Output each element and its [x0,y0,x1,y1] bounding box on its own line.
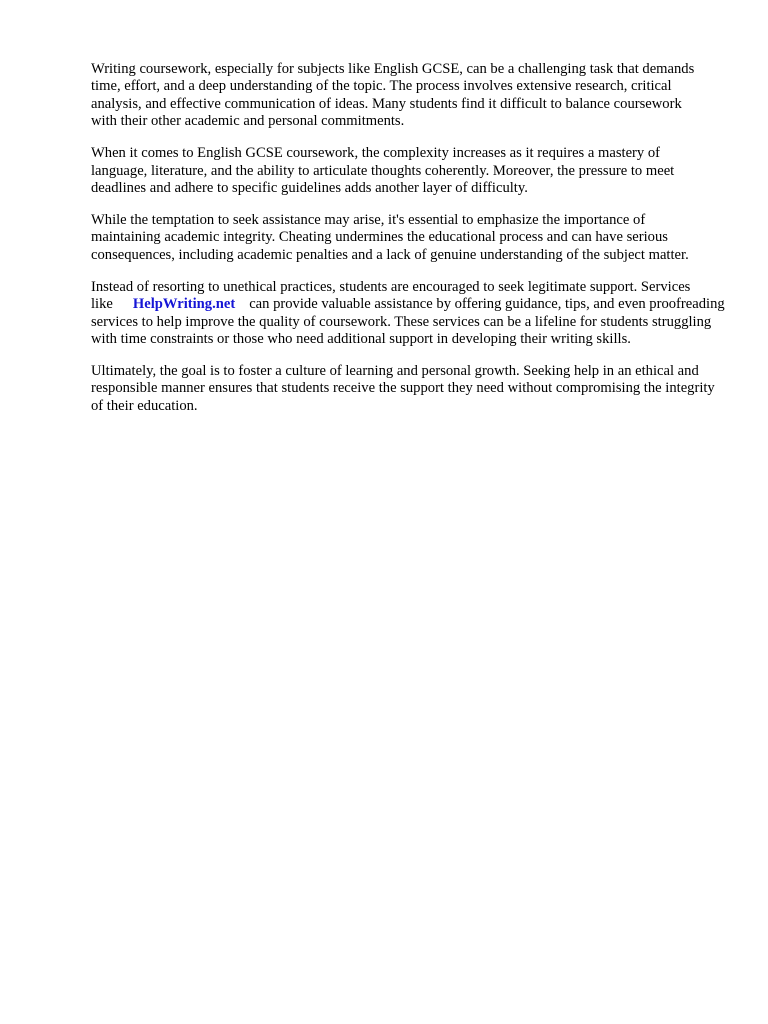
paragraph-conclusion: Ultimately, the goal is to foster a culture of learning and personal growth. Seeking help in an ethical and responsible manner ensures that students receive the support they need without compromising the integrity of their education. [91,363,715,414]
paragraph-text-before-link: Instead of resorting to unethical practices, students are encouraged to seek legitimate support. Services like [91,278,691,313]
paragraph-english-gcse-complexity: When it comes to English GCSE coursework, the complexity increases as it requires a mastery of language, literature, and the ability to articulate thoughts coherently. Moreover, the pressure to meet deadlines and adhere to specific guidelines adds another layer of difficulty. [91,145,675,197]
paragraph-legitimate-support [91,279,731,349]
helpwriting-link[interactable]: HelpWriting.net [132,296,236,313]
paragraph-text-after-link: can provide valuable assistance by offering guidance, tips, and even proofreading services to help improve the quality of coursework. These services can be a lifeline for students struggling with time constraints or those who need additional support in developing their writing skills. [91,296,725,348]
paragraph-academic-integrity: While the temptation to seek assistance may arise, it's essential to emphasize the importance of maintaining academic integrity. Cheating undermines the educational process and can have serious consequences, including academic penalties and a lack of genuine understanding of the subject matter. [91,212,689,263]
paragraph-coursework-challenge: Writing coursework, especially for subjects like English GCSE, can be a challenging task that demands time, effort, and a deep understanding of the topic. The process involves extensive research, critical analysis, and effective communication of ideas. Many students find it difficult to balance coursework with their other academic and personal commitments. [91,61,695,130]
document-body [91,61,731,430]
